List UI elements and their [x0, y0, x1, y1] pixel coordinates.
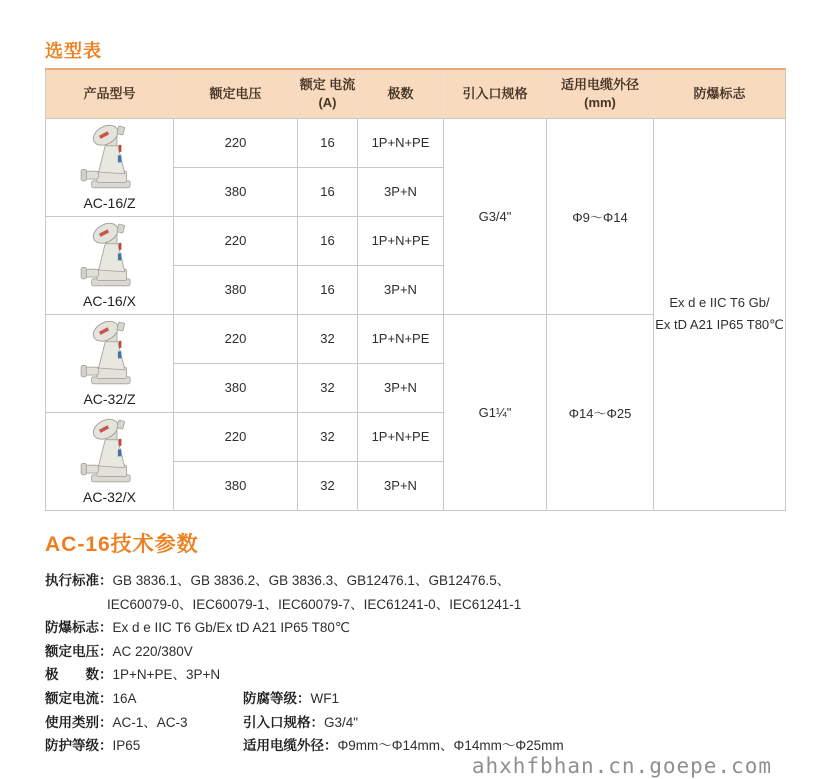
voltage-cell: 380	[174, 265, 298, 314]
ex-mark-line2: Ex tD A21 IP65 T80℃	[655, 317, 784, 332]
param-value: WF1	[310, 690, 339, 706]
tech-params-title: AC-16技术参数	[45, 533, 199, 556]
product-image-ac-32-x	[77, 417, 143, 487]
param-label: 防腐等级：	[243, 690, 311, 706]
header-ex-mark: 防爆标志	[654, 69, 786, 118]
param-line-standards	[45, 569, 785, 593]
header-product-model: 产品型号	[46, 69, 174, 118]
cable-diameter-cell: Φ14～Φ25	[547, 314, 654, 510]
product-cell-ac-32-x	[46, 412, 174, 510]
product-model-label: AC-16/X	[83, 293, 136, 309]
voltage-cell: 380	[174, 167, 298, 216]
param-value: IP65	[112, 738, 141, 754]
param-label: 防护等级：	[45, 738, 113, 754]
param-line-standards-cont	[45, 593, 785, 617]
param-label: 防爆标志：	[45, 620, 113, 636]
param-value: IEC60079-0、IEC60079-1、IEC60079-7、IEC61241-0、IEC61241-1	[107, 596, 522, 612]
tech-params-block	[45, 569, 785, 758]
current-cell: 16	[298, 216, 358, 265]
poles-cell: 3P+N	[358, 167, 444, 216]
param-label: 极 数：	[45, 667, 113, 683]
param-label: 执行标准：	[45, 573, 113, 588]
table-header-row	[46, 69, 786, 118]
poles-cell: 1P+N+PE	[358, 118, 444, 167]
product-cell-ac-16-z	[46, 118, 174, 216]
current-cell: 16	[298, 167, 358, 216]
param-value: 16A	[112, 690, 137, 706]
current-cell: 32	[298, 412, 358, 461]
selection-table-title: 选型表	[45, 41, 102, 61]
table-row	[46, 118, 786, 167]
param-value: AC 220/380V	[112, 643, 193, 659]
product-model-label: AC-16/Z	[83, 195, 136, 211]
header-cable-diameter: 适用电缆外径 (mm)	[547, 69, 654, 118]
product-cell-ac-16-x	[46, 216, 174, 314]
poles-cell: 3P+N	[358, 461, 444, 510]
header-rated-voltage: 额定电压	[174, 69, 298, 118]
voltage-cell: 220	[174, 314, 298, 363]
param-value: GB 3836.1、GB 3836.2、GB 3836.3、GB12476.1、GB12476.5、	[112, 573, 511, 588]
param-value: Ex d e IIC T6 Gb/Ex tD A21 IP65 T80℃	[112, 620, 351, 636]
poles-cell: 1P+N+PE	[358, 412, 444, 461]
header-rated-current: 额定 电流(A)	[298, 69, 358, 118]
current-cell: 16	[298, 265, 358, 314]
selection-table	[45, 68, 786, 511]
poles-cell: 1P+N+PE	[358, 216, 444, 265]
param-line-current-corrosion	[45, 687, 785, 711]
current-cell: 16	[298, 118, 358, 167]
voltage-cell: 220	[174, 412, 298, 461]
product-image-ac-32-z	[77, 319, 143, 389]
watermark-text: ahxhfbhan.cn.goepe.com	[471, 754, 772, 778]
param-line-category-inlet	[45, 711, 785, 735]
poles-cell: 1P+N+PE	[358, 314, 444, 363]
voltage-cell: 380	[174, 363, 298, 412]
header-poles: 极数	[358, 69, 444, 118]
inlet-spec-cell: G3/4"	[444, 118, 547, 314]
param-value: Φ9mm～Φ14mm、Φ14mm～Φ25mm	[337, 738, 564, 754]
param-value: 1P+N+PE、3P+N	[112, 667, 221, 683]
param-label: 使用类别：	[45, 714, 113, 730]
current-cell: 32	[298, 314, 358, 363]
param-label: 适用电缆外径：	[243, 738, 338, 754]
inlet-spec-cell: G1¼"	[444, 314, 547, 510]
product-image-ac-16-x	[77, 221, 143, 291]
param-label: 额定电流：	[45, 690, 113, 706]
header-inlet-spec: 引入口规格	[444, 69, 547, 118]
param-label: 引入口规格：	[243, 714, 324, 730]
product-image-ac-16-z	[77, 123, 143, 193]
cable-diameter-cell: Φ9～Φ14	[547, 118, 654, 314]
product-cell-ac-32-z	[46, 314, 174, 412]
product-model-label: AC-32/Z	[83, 391, 136, 407]
voltage-cell: 220	[174, 216, 298, 265]
product-model-label: AC-32/X	[83, 489, 136, 505]
current-cell: 32	[298, 461, 358, 510]
ex-mark-cell	[654, 118, 786, 510]
param-label: 额定电压：	[45, 643, 113, 659]
param-value: AC-1、AC-3	[112, 714, 188, 730]
param-line-ex-mark	[45, 616, 785, 640]
current-cell: 32	[298, 363, 358, 412]
voltage-cell: 380	[174, 461, 298, 510]
param-line-voltage	[45, 640, 785, 664]
ex-mark-line1: Ex d e IIC T6 Gb/	[669, 294, 770, 310]
poles-cell: 3P+N	[358, 363, 444, 412]
poles-cell: 3P+N	[358, 265, 444, 314]
voltage-cell: 220	[174, 118, 298, 167]
param-line-poles	[45, 663, 785, 687]
param-value: G3/4"	[324, 714, 359, 730]
